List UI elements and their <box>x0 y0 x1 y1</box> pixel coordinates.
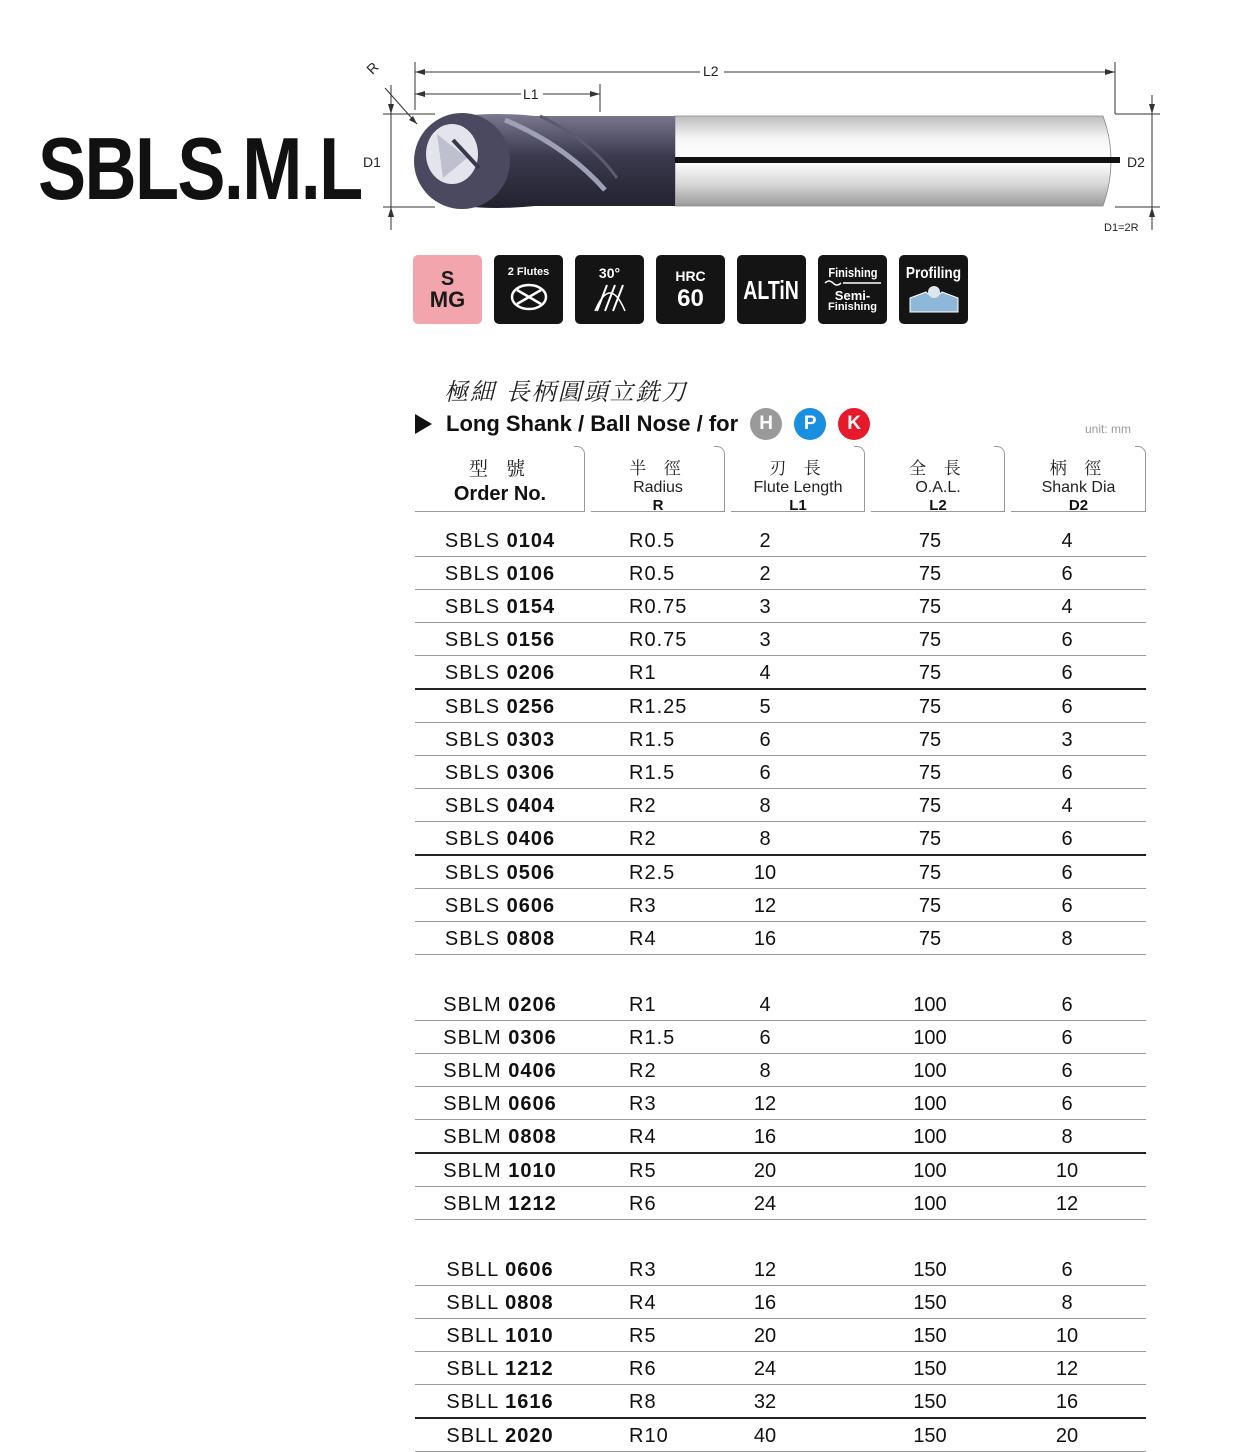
radius-cell: R2 <box>629 828 657 850</box>
radius-cell: R0.75 <box>629 596 688 618</box>
flute-length-cell: 8 <box>759 1060 771 1082</box>
oal-cell: 100 <box>913 1027 947 1049</box>
shank-dia-cell: 16 <box>1055 1391 1079 1413</box>
order-no-cell: SBLM 1010 <box>443 1160 557 1182</box>
flute-length-cell: 12 <box>753 1093 777 1115</box>
order-no-cell: SBLM 0306 <box>443 1027 557 1049</box>
table-row <box>415 690 1146 723</box>
oal-cell: 100 <box>913 994 947 1016</box>
header-order-no: 型 號 Order No. <box>415 446 585 512</box>
shank-dia-cell: 10 <box>1055 1325 1079 1347</box>
table-row <box>415 1286 1146 1319</box>
oal-cell: 75 <box>918 596 942 618</box>
shank-dia-cell: 6 <box>1061 762 1073 784</box>
shank-dia-cell: 6 <box>1061 1060 1073 1082</box>
oal-cell: 150 <box>913 1292 947 1314</box>
radius-cell: R5 <box>629 1325 657 1347</box>
table-row <box>415 1352 1146 1385</box>
order-no-cell: SBLS 0303 <box>444 729 556 751</box>
table-row <box>415 1021 1146 1054</box>
oal-cell: 100 <box>913 1093 947 1115</box>
table-row <box>415 822 1146 856</box>
header-flute-length: 刃 長 Flute Length L1 <box>731 446 865 512</box>
shank-dia-cell: 6 <box>1061 1027 1073 1049</box>
oal-cell: 75 <box>918 629 942 651</box>
oal-cell: 75 <box>918 862 942 884</box>
radius-cell: R4 <box>629 928 657 950</box>
table-row <box>415 1419 1146 1452</box>
order-no-cell: SBLS 0154 <box>444 596 556 618</box>
oal-cell: 150 <box>913 1259 947 1281</box>
flute-length-cell: 20 <box>753 1160 777 1182</box>
flute-length-cell: 16 <box>753 928 777 950</box>
finishing-icon: Finishing Semi- Finishing <box>818 255 887 324</box>
flute-length-cell: 5 <box>759 696 771 718</box>
radius-cell: R6 <box>629 1358 657 1380</box>
table-row <box>415 1187 1146 1220</box>
subtitle-english-text: Long Shank / Ball Nose / for <box>446 411 739 436</box>
radius-cell: R1.5 <box>629 729 676 751</box>
altin-icon: ALTiN <box>737 255 806 324</box>
dim-d1-label: D1 <box>363 154 381 170</box>
radius-cell: R1 <box>629 994 657 1016</box>
table-row <box>415 756 1146 789</box>
order-no-cell: SBLS 0606 <box>444 895 556 917</box>
profiling-icon: Profiling <box>899 255 968 324</box>
helix-30-icon: 30° <box>575 255 644 324</box>
shank-dia-cell: 6 <box>1061 1259 1073 1281</box>
material-h-badge: H <box>750 408 782 440</box>
flute-length-cell: 6 <box>759 729 771 751</box>
flute-length-cell: 6 <box>759 1027 771 1049</box>
shank-dia-cell: 6 <box>1061 662 1073 684</box>
order-no-cell: SBLS 0256 <box>444 696 556 718</box>
radius-cell: R5 <box>629 1160 657 1182</box>
shank-dia-cell: 10 <box>1055 1160 1079 1182</box>
subtitle-english <box>415 408 870 440</box>
dim-l2-label: L2 <box>703 63 719 79</box>
material-p-badge: P <box>794 408 826 440</box>
radius-cell: R3 <box>629 1093 657 1115</box>
flute-length-cell: 2 <box>759 563 771 585</box>
shank-dia-cell: 12 <box>1055 1358 1079 1380</box>
table-row <box>415 590 1146 623</box>
order-no-cell: SBLL 0606 <box>446 1259 554 1281</box>
table-row <box>415 1054 1146 1087</box>
shank-dia-cell: 3 <box>1061 729 1073 751</box>
d1-formula: D1=2R <box>1104 222 1139 234</box>
header-oal: 全 長 O.A.L. L2 <box>871 446 1005 512</box>
oal-cell: 150 <box>913 1425 947 1447</box>
oal-cell: 75 <box>918 729 942 751</box>
shank-dia-cell: 6 <box>1061 862 1073 884</box>
radius-cell: R2 <box>629 795 657 817</box>
order-no-cell: SBLS 0306 <box>444 762 556 784</box>
oal-cell: 75 <box>918 696 942 718</box>
radius-cell: R1 <box>629 662 657 684</box>
shank-dia-cell: 8 <box>1061 1292 1073 1314</box>
dim-r-label: R <box>363 58 382 78</box>
flute-length-cell: 6 <box>759 762 771 784</box>
spec-table-body <box>415 524 1146 1452</box>
flute-length-cell: 12 <box>753 1259 777 1281</box>
two-flutes-icon: 2 Flutes <box>494 255 563 324</box>
order-no-cell: SBLM 0808 <box>443 1126 557 1148</box>
shank-dia-cell: 4 <box>1061 596 1073 618</box>
order-no-cell: SBLS 0406 <box>444 828 556 850</box>
play-triangle-icon <box>415 414 432 434</box>
table-row <box>415 856 1146 889</box>
flute-length-cell: 3 <box>759 629 771 651</box>
oal-cell: 75 <box>918 828 942 850</box>
flute-length-cell: 20 <box>753 1325 777 1347</box>
group-spacer <box>415 955 1146 988</box>
oal-cell: 75 <box>918 895 942 917</box>
flute-length-cell: 8 <box>759 795 771 817</box>
table-row <box>415 1120 1146 1154</box>
radius-cell: R0.5 <box>629 530 676 552</box>
table-row <box>415 1253 1146 1286</box>
shank-dia-cell: 6 <box>1061 1093 1073 1115</box>
radius-cell: R1.5 <box>629 762 676 784</box>
dim-l1-label: L1 <box>523 86 539 102</box>
feature-icons <box>413 255 968 324</box>
shank-dia-cell: 4 <box>1061 795 1073 817</box>
order-no-cell: SBLS 0156 <box>444 629 556 651</box>
header-radius: 半 徑 Radius R <box>591 446 725 512</box>
radius-cell: R1.25 <box>629 696 688 718</box>
table-row <box>415 1087 1146 1120</box>
oal-cell: 150 <box>913 1391 947 1413</box>
order-no-cell: SBLS 0104 <box>444 530 556 552</box>
shank-dia-cell: 6 <box>1061 563 1073 585</box>
order-no-cell: SBLM 0206 <box>443 994 557 1016</box>
oal-cell: 75 <box>918 563 942 585</box>
oal-cell: 150 <box>913 1325 947 1347</box>
radius-cell: R6 <box>629 1193 657 1215</box>
oal-cell: 150 <box>913 1358 947 1380</box>
shank-dia-cell: 6 <box>1061 828 1073 850</box>
dim-d2-label: D2 <box>1127 154 1145 170</box>
radius-cell: R1.5 <box>629 1027 676 1049</box>
flute-length-cell: 16 <box>753 1126 777 1148</box>
table-row <box>415 557 1146 590</box>
flute-length-cell: 12 <box>753 895 777 917</box>
flute-length-cell: 10 <box>753 862 777 884</box>
shank-dia-cell: 6 <box>1061 629 1073 651</box>
order-no-cell: SBLL 1616 <box>446 1391 554 1413</box>
radius-cell: R4 <box>629 1126 657 1148</box>
flute-length-cell: 32 <box>753 1391 777 1413</box>
order-no-cell: SBLL 2020 <box>446 1425 554 1447</box>
table-row <box>415 1154 1146 1187</box>
flute-length-cell: 4 <box>759 662 771 684</box>
oal-cell: 75 <box>918 662 942 684</box>
table-row <box>415 889 1146 922</box>
smg-icon: S MG <box>413 255 482 324</box>
flute-length-cell: 3 <box>759 596 771 618</box>
shank-dia-cell: 12 <box>1055 1193 1079 1215</box>
radius-cell: R4 <box>629 1292 657 1314</box>
flute-length-cell: 16 <box>753 1292 777 1314</box>
radius-cell: R2.5 <box>629 862 676 884</box>
table-row <box>415 1319 1146 1352</box>
group-spacer <box>415 1220 1146 1253</box>
shank-dia-cell: 8 <box>1061 1126 1073 1148</box>
flute-length-cell: 24 <box>753 1358 777 1380</box>
flute-length-cell: 4 <box>759 994 771 1016</box>
oal-cell: 75 <box>918 530 942 552</box>
shank-dia-cell: 4 <box>1061 530 1073 552</box>
hrc-60-icon: HRC 60 <box>656 255 725 324</box>
flute-length-cell: 24 <box>753 1193 777 1215</box>
order-no-cell: SBLS 0506 <box>444 862 556 884</box>
radius-cell: R8 <box>629 1391 657 1413</box>
order-no-cell: SBLM 0606 <box>443 1093 557 1115</box>
table-row <box>415 524 1146 557</box>
table-row <box>415 922 1146 955</box>
flute-length-cell: 2 <box>759 530 771 552</box>
radius-cell: R3 <box>629 1259 657 1281</box>
oal-cell: 100 <box>913 1160 947 1182</box>
radius-cell: R10 <box>629 1425 669 1447</box>
order-no-cell: SBLS 0206 <box>444 662 556 684</box>
unit-label: unit: mm <box>1085 422 1132 436</box>
radius-cell: R0.5 <box>629 563 676 585</box>
order-no-cell: SBLM 1212 <box>443 1193 557 1215</box>
oal-cell: 75 <box>918 795 942 817</box>
table-row <box>415 723 1146 756</box>
radius-cell: R2 <box>629 1060 657 1082</box>
oal-cell: 75 <box>918 928 942 950</box>
shank-dia-cell: 6 <box>1061 895 1073 917</box>
oal-cell: 100 <box>913 1193 947 1215</box>
table-row <box>415 988 1146 1021</box>
subtitle-chinese: 極細 長柄圓頭立銑刀 <box>444 378 688 406</box>
order-no-cell: SBLS 0106 <box>444 563 556 585</box>
table-row <box>415 656 1146 690</box>
table-row <box>415 1385 1146 1419</box>
shank-dia-cell: 20 <box>1055 1425 1079 1447</box>
shank-dia-cell: 8 <box>1061 928 1073 950</box>
flute-length-cell: 40 <box>753 1425 777 1447</box>
header-shank-dia: 柄 徑 Shank Dia D2 <box>1011 446 1146 512</box>
radius-cell: R0.75 <box>629 629 688 651</box>
tool-drawing <box>355 50 1165 240</box>
flute-length-cell: 8 <box>759 828 771 850</box>
oal-cell: 100 <box>913 1126 947 1148</box>
material-k-badge: K <box>838 408 870 440</box>
product-title: SBLS.M.L <box>38 119 362 218</box>
order-no-cell: SBLM 0406 <box>443 1060 557 1082</box>
shank-dia-cell: 6 <box>1061 994 1073 1016</box>
order-no-cell: SBLL 0808 <box>446 1292 554 1314</box>
table-row <box>415 623 1146 656</box>
oal-cell: 100 <box>913 1060 947 1082</box>
order-no-cell: SBLS 0808 <box>444 928 556 950</box>
radius-cell: R3 <box>629 895 657 917</box>
order-no-cell: SBLL 1212 <box>446 1358 554 1380</box>
table-row <box>415 789 1146 822</box>
shank-dia-cell: 6 <box>1061 696 1073 718</box>
order-no-cell: SBLS 0404 <box>444 795 556 817</box>
order-no-cell: SBLL 1010 <box>446 1325 554 1347</box>
oal-cell: 75 <box>918 762 942 784</box>
